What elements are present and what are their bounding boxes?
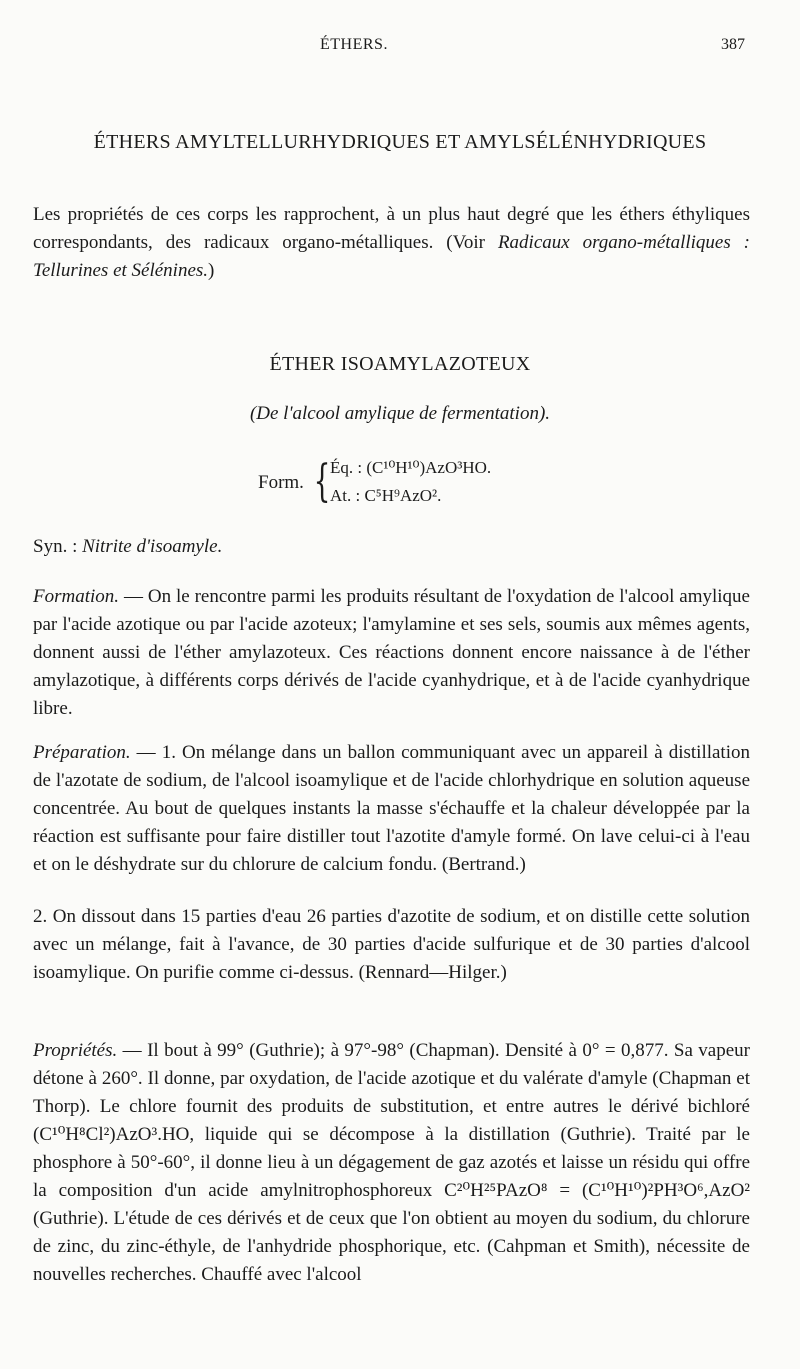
synonym-line xyxy=(33,536,222,558)
running-title: ÉTHERS. xyxy=(320,36,388,53)
preparation-text-2: 2. On dissout dans 15 parties d'eau 26 parties d'azotite de sodium, et on distille cette solution avec un mélange, fait à l'avance, de 30 parties d'acide sulfurique et de 30 parties d'alcool isoamylique. On purifie comme ci-dessus. (Rennard—Hilger.) xyxy=(33,906,750,983)
subsection-title: ÉTHER ISOAMYLAZOTEUX xyxy=(269,353,531,375)
synonym-value: Nitrite d'isoamyle. xyxy=(82,536,223,557)
preparation-lead: Préparation. xyxy=(33,742,131,763)
formation-lead: Formation. xyxy=(33,586,120,607)
preparation-paragraph-2 xyxy=(33,903,750,987)
formula-equivalent: Éq. : (C¹⁰H¹⁰)AzO³HO. xyxy=(330,458,492,477)
properties-lead: Propriétés. xyxy=(33,1040,118,1061)
brace-glyph: { xyxy=(313,456,331,507)
section-title: ÉTHERS AMYLTELLURHYDRIQUES ET AMYLSÉLÉNHYDRIQUES xyxy=(93,131,707,153)
subsection-subtitle: (De l'alcool amylique de fermentation). xyxy=(249,403,551,424)
intro-italic: Radicaux organo-métalliques : Tellurines et Sélénines. xyxy=(33,232,750,281)
intro-text: Les propriétés de ces corps les rapprochent, à un plus haut degré que les éthers éthyliques correspondants, des radicaux organo-métalliques. (Voir xyxy=(33,204,750,253)
formula-block xyxy=(258,458,578,514)
preparation-paragraph-1 xyxy=(33,739,750,879)
preparation-text-1: — 1. On mélange dans un ballon communiquant avec un appareil à distillation de l'azotate de sodium, de l'alcool isoamylique et de l'acide chlorhydrique en solution aqueuse concentrée. Au bout de quelques instants la masse s'échauffe et la chaleur développée par la réaction est suffisante pour faire distiller tout l'azotite d'amyle formé. On lave celui-ci à l'eau et on le déshydrate sur du chlorure de calcium fondu. (Bertrand.) xyxy=(33,742,750,875)
properties-paragraph xyxy=(33,1037,750,1289)
page-number: 387 xyxy=(721,36,745,53)
running-head xyxy=(0,36,800,58)
intro-close: ) xyxy=(208,260,215,281)
formation-paragraph xyxy=(33,583,750,723)
formation-text: — On le rencontre parmi les produits résultant de l'oxydation de l'alcool amylique par l'acide azotique ou par l'acide azoteux; l'amylamine et ses sels, soumis aux mêmes agents, donnent aussi de l'éther amylazoteux. Ces réactions donnent encore naissance à de l'éther amylazotique, à différents corps dérivés de l'acide cyanhydrique, et à de l'acide cyanhydrique libre. xyxy=(33,586,750,719)
properties-text: — Il bout à 99° (Guthrie); à 97°-98° (Chapman). Densité à 0° = 0,877. Sa vapeur détone à 260°. Il donne, par oxydation, de l'acide azotique et du valérate d'amyle (Chapman et Thorp). Le chlore fournit des produits de substitution, et entre autres le dérivé bichloré (C¹⁰H⁸Cl²)AzO³.HO, liquide qui se décompose à la distillation (Guthrie). Traité par le phosphore à 50°-60°, il donne lieu à un dégagement de gaz azotés et laisse un résidu qui offre la composition d'un acide amylnitrophosphoreux C²⁰H²⁵PAzO⁸ = (C¹⁰H¹⁰)²PH³O⁶,AzO² (Guthrie). L'étude de ces dérivés et de ceux que l'on obtient au moyen du sodium, du chlorure de zinc, du zinc-éthyle, de l'anhydride phosphorique, etc. (Cahpman et Smith), nécessite de nouvelles recherches. Chauffé avec l'alcool xyxy=(33,1040,750,1285)
formula-atomic: At. : C⁵H⁹AzO². xyxy=(330,486,442,505)
intro-paragraph xyxy=(33,201,750,285)
formula-label: Form. xyxy=(258,472,304,493)
synonym-label: Syn. : xyxy=(33,536,83,557)
